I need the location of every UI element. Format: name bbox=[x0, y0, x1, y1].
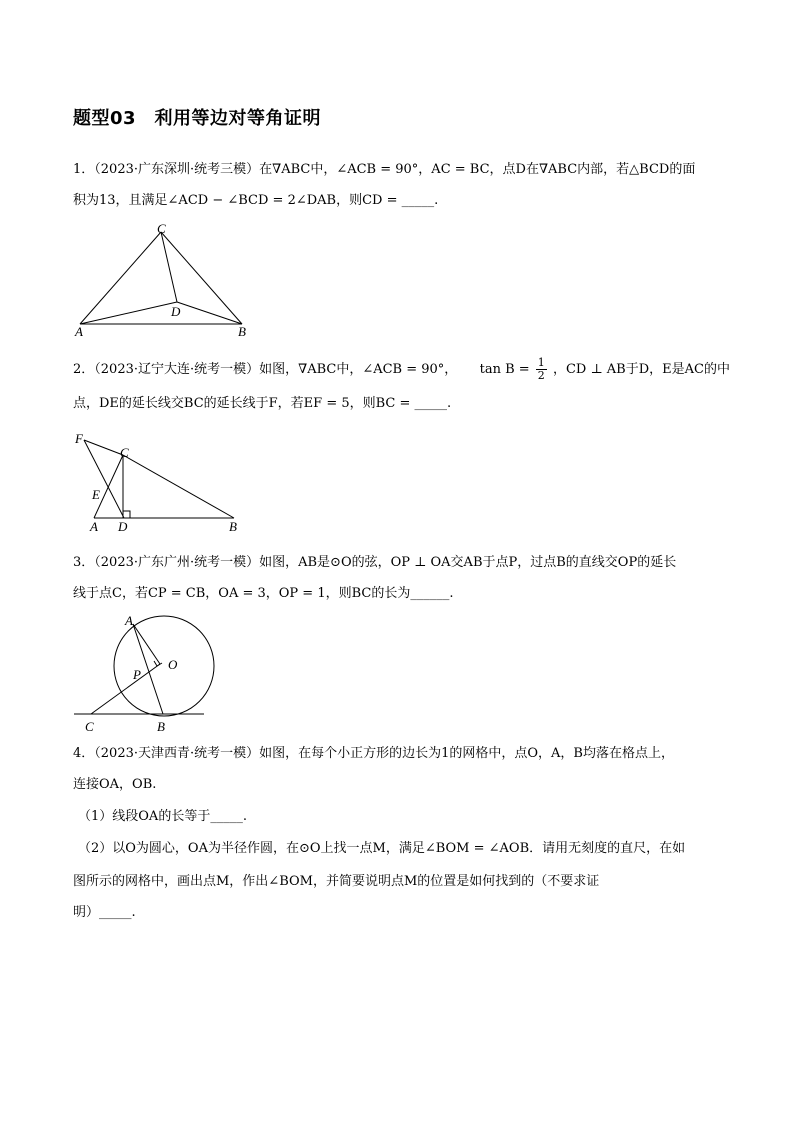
q2-text-line1 bbox=[73, 357, 730, 382]
q1-text-line2: 积为13，且满足∠ACD − ∠BCD = 2∠DAB，则CD = _____. bbox=[73, 193, 439, 208]
q2-text-line2: 点，DE的延长线交BC的延长线于F，若EF = 5，则BC = _____. bbox=[73, 396, 452, 411]
q4-text-line3: （1）线段OA的长等于_____. bbox=[78, 809, 247, 824]
q3-label-b: B bbox=[157, 719, 165, 734]
q3-text-line2: 线于点C，若CP = CB，OA = 3，OP = 1，则BC的长为______. bbox=[73, 586, 454, 601]
q4-text-line1: 4．（2023·天津西青·统考一模）如图，在每个小正方形的边长为1的网格中，点O，A，B均落在格点上， bbox=[73, 746, 674, 761]
q4-text-line2: 连接OA，OB. bbox=[73, 777, 157, 792]
q3-label-a: A bbox=[125, 613, 133, 628]
page-title: 题型03 利用等边对等角证明 bbox=[73, 108, 322, 129]
q3-label-o: O bbox=[168, 657, 178, 672]
q1-text-line1: 1．（2023·广东深圳·统考三模）在∇ABC中，∠ACB = 90°，AC = BC，点D在∇ABC内部，若△BCD的面 bbox=[73, 162, 696, 177]
q1-label-c: C bbox=[157, 222, 166, 236]
q1-label-d: D bbox=[171, 304, 181, 319]
q2-label-f: F bbox=[75, 431, 83, 446]
q2-fraction-numerator: 1 bbox=[537, 356, 545, 369]
q4-text-line6: 明）_____. bbox=[73, 905, 136, 920]
q4-text-line4: （2）以O为圆心，OA为半径作圆，在⊙O上找一点M，满足∠BOM = ∠AOB．请用无刻度的直尺，在如 bbox=[78, 841, 686, 856]
q2-label-b: B bbox=[229, 519, 237, 534]
q2-tan-label: tan B = bbox=[479, 362, 530, 377]
q2-label-a: A bbox=[90, 519, 98, 534]
q2-text-line1-part-a: 2．（2023·辽宁大连·统考一模）如图，∇ABC中，∠ACB = 90°， bbox=[73, 362, 458, 377]
q1-label-b: B bbox=[238, 324, 246, 339]
q1-label-a: A bbox=[75, 324, 83, 339]
q3-label-p: P bbox=[133, 667, 141, 682]
q3-label-c: C bbox=[85, 719, 94, 734]
q2-triangle-figure bbox=[70, 430, 250, 536]
q2-text-line1-part-b: ，CD ⊥ AB于D，E是AC的中 bbox=[552, 362, 730, 377]
q2-label-e: E bbox=[92, 487, 100, 502]
q3-text-line1: 3．（2023·广东广州·统考一模）如图，AB是⊙O的弦，OP ⊥ OA交AB于点P，过点B的直线交OP的延长 bbox=[73, 555, 677, 570]
q2-label-c: C bbox=[120, 445, 129, 460]
q3-circle-figure bbox=[70, 612, 220, 734]
q2-fraction bbox=[536, 357, 547, 382]
q2-fraction-denominator: 2 bbox=[537, 369, 545, 382]
q4-text-line5: 图所示的网格中，画出点M，作出∠BOM，并简要说明点M的位置是如何找到的（不要求证 bbox=[73, 874, 600, 889]
q2-label-d: D bbox=[118, 519, 128, 534]
q1-triangle-figure bbox=[70, 222, 260, 340]
